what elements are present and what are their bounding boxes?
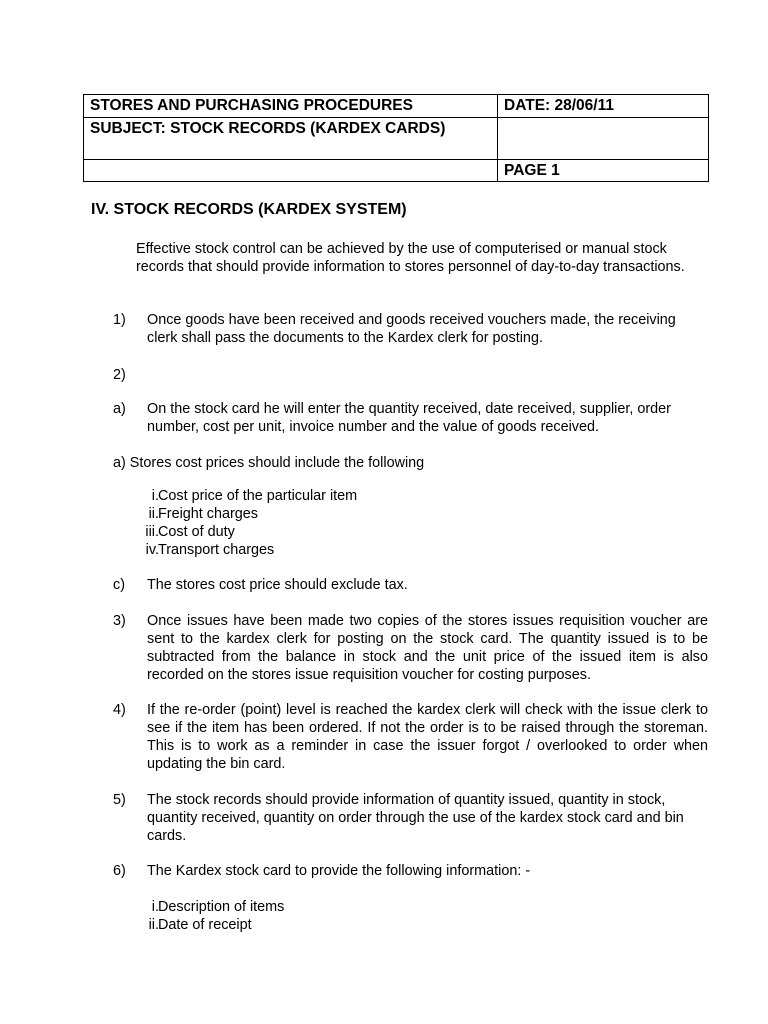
roman-text: Date of receipt <box>158 917 252 933</box>
item-number: 2) <box>113 367 126 383</box>
roman-number: i. <box>151 899 159 915</box>
cost-price-list <box>113 487 708 559</box>
item-text: The Kardex stock card to provide the following information: - <box>147 863 531 879</box>
item-number: c) <box>113 577 125 593</box>
list-item <box>113 311 708 347</box>
list-item <box>113 701 708 773</box>
roman-text: Freight charges <box>158 506 258 522</box>
list-item <box>113 487 708 505</box>
roman-text: Description of items <box>158 899 285 915</box>
item-text: The stock records should provide information of quantity issued, quantity in stock, quantity received, quantity on order through the use of the kardex stock card and bin cards. <box>147 792 684 844</box>
item-text: The stores cost price should exclude tax. <box>147 577 408 593</box>
roman-text: Transport charges <box>158 542 275 558</box>
item-number: 4) <box>113 702 126 718</box>
header-empty-cell <box>84 160 498 182</box>
roman-number: ii. <box>148 506 159 522</box>
list-item <box>113 541 708 559</box>
list-item <box>113 862 708 880</box>
intro-paragraph: Effective stock control can be achieved by the use of computerised or manual stock records that should provide information to stores personnel of day-to-day transactions. <box>136 241 685 275</box>
item-number: 5) <box>113 792 126 808</box>
header-title: STORES AND PURCHASING PROCEDURES <box>84 95 498 118</box>
item-text: Once issues have been made two copies of the stores issues requisition voucher are sent to the kardex clerk for posting on the stock card. The quantity issued is to be subtracted from the balance in stock and the unit price of the issued item is also recorded on the stores issue requisition voucher for costing purposes. <box>147 613 708 683</box>
roman-number: i. <box>151 488 159 504</box>
item-number: a) <box>113 455 126 471</box>
list-item <box>113 916 708 934</box>
item-text: On the stock card he will enter the quantity received, date received, supplier, order number, cost per unit, invoice number and the value of goods received. <box>147 401 671 435</box>
header-date: DATE: 28/06/11 <box>498 95 709 118</box>
header-table <box>83 94 709 182</box>
list-item <box>113 523 708 541</box>
item-text: Once goods have been received and goods received vouchers made, the receiving clerk shall pass the documents to the Kardex clerk for posting. <box>147 312 676 346</box>
header-subject: SUBJECT: STOCK RECORDS (KARDEX CARDS) <box>84 118 498 160</box>
list-item <box>113 576 708 594</box>
header-empty-cell <box>498 118 709 160</box>
header-page: PAGE 1 <box>498 160 709 182</box>
list-item <box>113 791 708 845</box>
list-item <box>113 454 708 472</box>
section-heading: IV. STOCK RECORDS (KARDEX SYSTEM) <box>91 201 407 218</box>
item-text: If the re-order (point) level is reached the kardex clerk will check with the issue clerk to see if the item has been ordered. If not the order is to be raised through the storeman. This is to work as a reminder in case the issuer forgot / overlooked to order when updating the bin card. <box>147 702 708 772</box>
list-item <box>113 898 708 916</box>
roman-number: iv. <box>145 542 159 558</box>
item-text: Stores cost prices should include the following <box>129 455 425 471</box>
roman-text: Cost of duty <box>158 524 235 540</box>
item-number: 3) <box>113 613 126 629</box>
kardex-info-list <box>113 898 708 934</box>
roman-number: ii. <box>148 917 159 933</box>
item-number: 1) <box>113 312 126 328</box>
roman-number: iii. <box>145 524 159 540</box>
roman-text: Cost price of the particular item <box>158 488 358 504</box>
list-item <box>113 505 708 523</box>
list-item <box>113 612 708 684</box>
list-item <box>113 400 708 436</box>
item-number: a) <box>113 401 126 417</box>
item-number: 6) <box>113 863 126 879</box>
